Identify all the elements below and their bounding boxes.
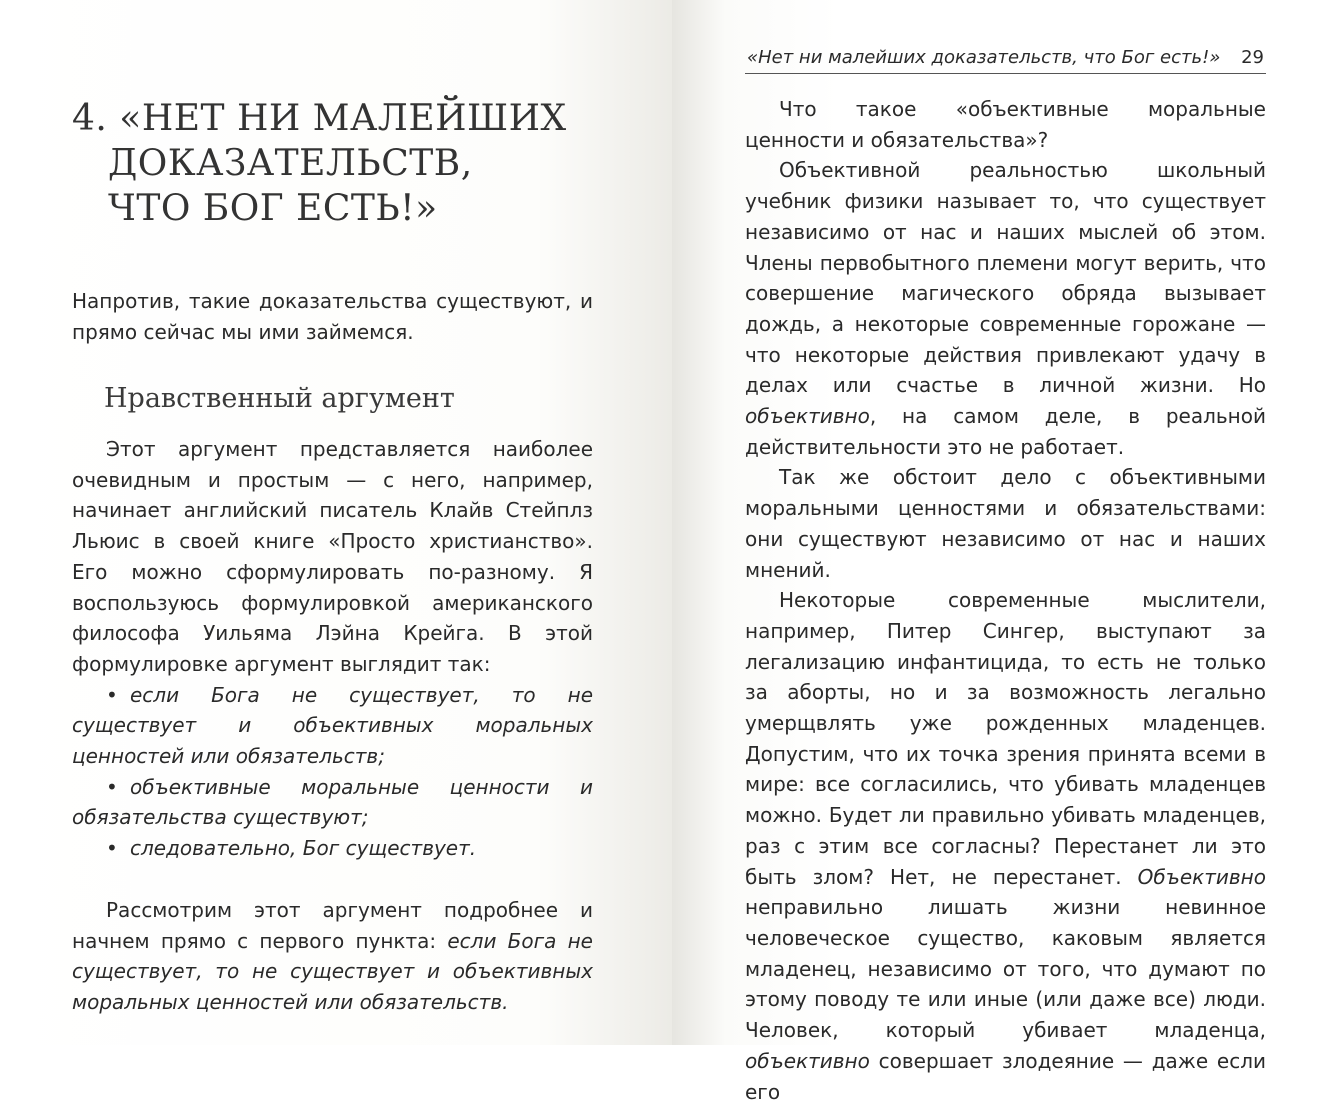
consider-text: Рассмотрим этот аргумент подробнее и начнем прямо с первого пункта: bbox=[72, 897, 593, 953]
bullet-text: объективные моральные ценности и обязательства существуют; bbox=[72, 774, 593, 830]
running-head bbox=[745, 45, 1266, 74]
bullet-item bbox=[72, 772, 593, 833]
italic-run: Объективно bbox=[1137, 864, 1266, 889]
chapter-title-line-1: 4. «НЕТ НИ МАЛЕЙШИХ bbox=[72, 98, 567, 139]
argument-paragraph: Этот аргумент представляется наиболее очевидным и простым — с него, например, начинает английский писатель Клайв Стейплз Льюис в своей книге «Просто христианство». Его можно сформулировать по-разному. Я воспользуюсь формулировкой американского философа Уильяма Лэйна Крейга. В этой формулировке аргумент выглядит так: bbox=[72, 437, 593, 676]
chapter-title-line-2: ДОКАЗАТЕЛЬСТВ, bbox=[108, 143, 473, 184]
consider-italic-text: если Бога не существует, то не существует и объективных моральных ценностей или обязательств. bbox=[72, 928, 593, 1014]
bullet-icon: • bbox=[106, 774, 118, 799]
spacer bbox=[72, 864, 593, 895]
infanticide-paragraph bbox=[745, 585, 1266, 1107]
bullet-item bbox=[72, 680, 593, 772]
text-run: неправильно лишать жизни невинное человеческое существо, каковым является младенец, независимо от того, что думают по этому поводу те или иные (или даже все) люди. Человек, который убивает младенца, bbox=[745, 895, 1266, 1043]
text-run: Некоторые современные мыслители, например, Питер Сингер, выступают за легализацию инфантицида, то есть не только за аборты, но и за возможность легально умерщвлять уже рожденных младенцев. Допустим, что их точка зрения принята всеми в мире: все согласились, что убивать младенцев можно. Будет ли правильно убивать младенцев, раз с этим все согласны? Перестанет ли это быть злом? Нет, не перестанет. bbox=[745, 588, 1266, 889]
bullet-text: следовательно, Бог существует. bbox=[130, 836, 477, 861]
left-page bbox=[0, 0, 672, 1045]
section-title: Нравственный аргумент bbox=[104, 383, 455, 414]
chapter-title-line-3: ЧТО БОГ ЕСТЬ!» bbox=[108, 188, 438, 229]
bullet-icon: • bbox=[106, 836, 118, 861]
question-paragraph: Что такое «объективные моральные ценности и обязательства»? bbox=[745, 97, 1266, 152]
bullet-item bbox=[72, 833, 593, 864]
consider-paragraph bbox=[72, 895, 593, 1018]
running-title: «Нет ни малейших доказательств, что Бог есть!» bbox=[747, 47, 1221, 68]
text-run: совершает злодеяние — даже если его bbox=[745, 1048, 1266, 1104]
text-run: Объективной реальностью школьный учебник физики называет то, что существует независимо от нас и наших мыслей об этом. Члены первобытного племени могут верить, что совершение магического обряда вызывает дождь, а некоторые современные горожане — что некоторые действия привлекают удачу в делах или счастье в личной жизни. Но bbox=[745, 158, 1266, 398]
text-run: , на самом деле, в реальной действительности это не работает. bbox=[745, 404, 1266, 459]
moral-values-paragraph: Так же обстоит дело с объективными моральными ценностями и обязательствами: они существуют независимо от нас и наших мнений. bbox=[745, 465, 1266, 582]
page-number: 29 bbox=[1241, 47, 1264, 68]
argument-bullet-list bbox=[72, 680, 593, 864]
right-body-text bbox=[745, 94, 1266, 1107]
chapter-title bbox=[72, 96, 632, 231]
italic-run: объективно bbox=[745, 1048, 870, 1073]
bullet-icon: • bbox=[106, 682, 118, 707]
bullet-text: если Бога не существует, то не существует и объективных моральных ценностей или обязательств; bbox=[72, 682, 593, 769]
left-body-text bbox=[72, 434, 593, 1018]
intro-paragraph: Напротив, такие доказательства существуют, и прямо сейчас мы ими займемся. bbox=[72, 289, 593, 344]
objective-reality-paragraph bbox=[745, 155, 1266, 462]
italic-run: объективно bbox=[745, 404, 870, 429]
